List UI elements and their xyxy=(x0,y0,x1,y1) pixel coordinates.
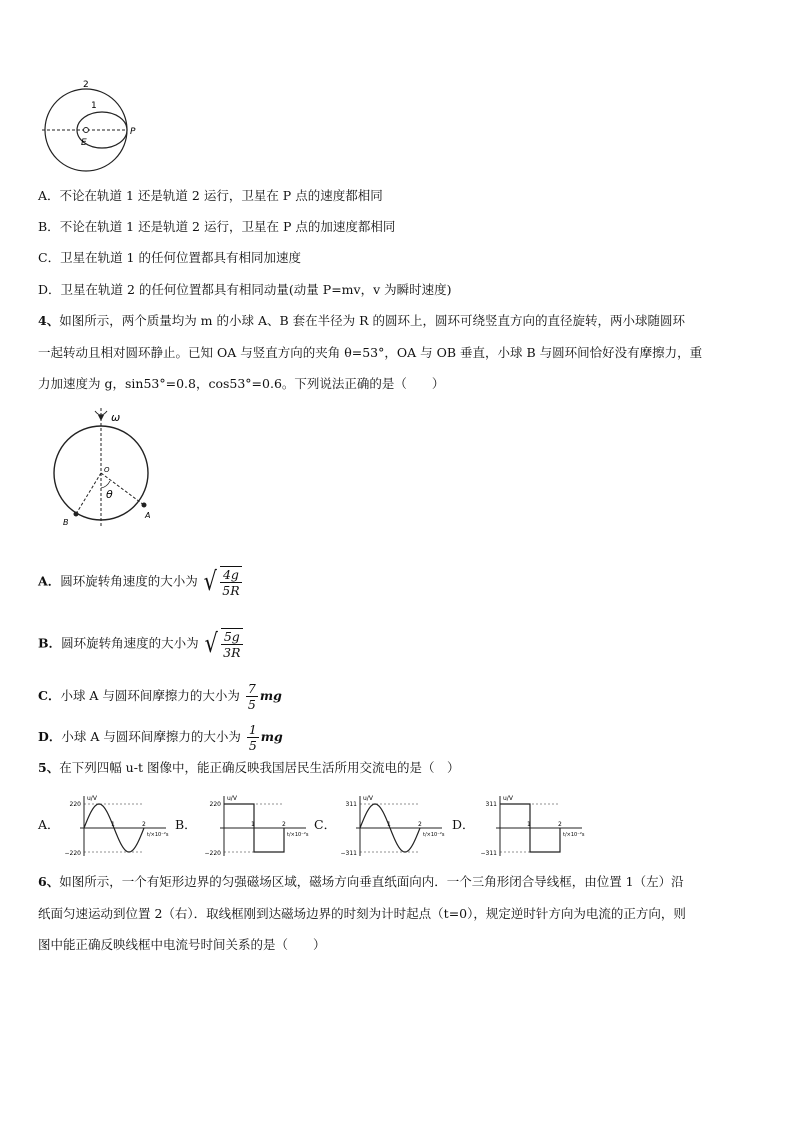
t2-label: 2 xyxy=(418,821,422,828)
q5-stem: 5、在下列四幅 u-t 图像中，能正确反映我国居民生活所用交流电的是（ ） xyxy=(38,760,460,775)
x-axis-label: t/×10⁻²s xyxy=(147,832,169,838)
y-axis-label: u/V xyxy=(227,795,237,802)
ring-label-a: A xyxy=(145,511,151,520)
y-min-label: −220 xyxy=(64,850,81,857)
ring-figure xyxy=(48,404,160,530)
q5-option-a-label: A． xyxy=(38,817,60,832)
ring-label-o: O xyxy=(104,466,110,474)
q6-stem-line3: 图中能正确反映线框中电流号时间关系的是（ ） xyxy=(38,937,326,952)
y-max-label: 311 xyxy=(485,801,497,808)
q3-option-b: B．不论在轨道 1 还是轨道 2 运行，卫星在 P 点的加速度都相同 xyxy=(38,219,396,234)
orbit-figure xyxy=(34,78,154,174)
t2-label: 2 xyxy=(282,821,286,828)
q5-graph-b xyxy=(202,792,312,858)
orbit-label-inner: 1 xyxy=(91,101,97,111)
q6-stem-line2: 纸面匀速运动到位置 2（右）．取线框刚到达磁场边界的时刻为计时起点（t=0），规定逆时针方向为电流的正方向，则 xyxy=(38,906,686,921)
t1-label: 1 xyxy=(111,821,115,828)
t1-label: 1 xyxy=(387,821,391,828)
y-max-label: 311 xyxy=(345,801,357,808)
y-min-label: −311 xyxy=(340,850,357,857)
y-axis-label: u/V xyxy=(503,795,513,802)
t2-label: 2 xyxy=(142,821,146,828)
q4-option-c: C．小球 A 与圆环间摩擦力的大小为 $\frac{7}{5}$ mg xyxy=(38,681,282,712)
q4-stem-line1: 4、如图所示，两个质量均为 m 的小球 A、B 套在半径为 R 的圆环上，圆环可绕竖直方向的直径旋转，两小球随圆环 xyxy=(38,313,686,328)
q4-stem-line2: 一起转动且相对圆环静止。已知 OA 与竖直方向的夹角 θ=53°，OA 与 OB 垂直，小球 B 与圆环间恰好没有摩擦力，重 xyxy=(38,345,703,360)
y-max-label: 220 xyxy=(209,801,221,808)
q5-graph-d xyxy=(478,792,588,858)
t1-label: 1 xyxy=(251,821,255,828)
y-axis-label: u/V xyxy=(87,795,97,802)
ring-label-theta: θ xyxy=(106,488,113,501)
q6-stem-line1: 6、如图所示，一个有矩形边界的匀强磁场区域，磁场方向垂直纸面向内．一个三角形闭合导线框，由位置 1（左）沿 xyxy=(38,874,684,889)
q5-graph-c xyxy=(338,792,448,858)
t2-label: 2 xyxy=(558,821,562,828)
q3-option-c: C．卫星在轨道 1 的任何位置都具有相同加速度 xyxy=(38,250,301,265)
t1-label: 1 xyxy=(527,821,531,828)
ring-label-b: B xyxy=(63,518,69,527)
y-min-label: −220 xyxy=(204,850,221,857)
ring-label-omega: ω xyxy=(111,411,121,424)
q5-graph-a xyxy=(62,792,172,858)
q4-option-b: B．圆环旋转角速度的大小为 √ $\frac{5g}{3R}$ xyxy=(38,629,241,660)
x-axis-label: t/×10⁻²s xyxy=(563,832,585,838)
orbit-label-point: P xyxy=(130,127,136,137)
y-axis-label: u/V xyxy=(363,795,373,802)
q5-option-b-label: B． xyxy=(175,817,197,832)
q4-option-a: A．圆环旋转角速度的大小为 √ $\frac{4g}{5R}$ xyxy=(38,567,240,598)
q3-option-d: D．卫星在轨道 2 的任何位置都具有相同动量(动量 P=mv，v 为瞬时速度) xyxy=(38,282,452,297)
q5-option-c-label: C． xyxy=(314,817,337,832)
orbit-label-center: E xyxy=(81,138,87,148)
y-min-label: −311 xyxy=(480,850,497,857)
q4-stem-line3: 力加速度为 g，sin53°=0.8，cos53°=0.6。下列说法正确的是（ ） xyxy=(38,376,445,391)
x-axis-label: t/×10⁻²s xyxy=(423,832,445,838)
q3-option-a: A．不论在轨道 1 还是轨道 2 运行，卫星在 P 点的速度都相同 xyxy=(38,188,383,203)
x-axis-label: t/×10⁻²s xyxy=(287,832,309,838)
q5-option-d-label: D． xyxy=(452,817,475,832)
y-max-label: 220 xyxy=(69,801,81,808)
q4-option-d: D．小球 A 与圆环间摩擦力的大小为 $\frac{1}{5}$ mg xyxy=(38,722,283,753)
orbit-label-outer: 2 xyxy=(83,80,89,90)
